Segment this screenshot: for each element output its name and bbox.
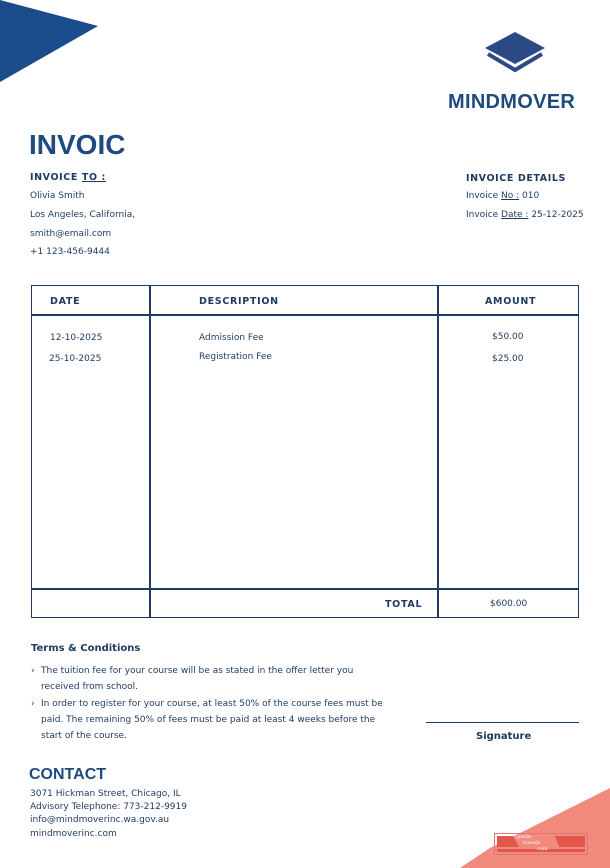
term-text: The tuition fee for your course will be as stated in the offer letter you received from school. xyxy=(41,666,354,692)
contact-website[interactable]: mindmoverinc.com xyxy=(30,829,117,839)
total-label: TOTAL xyxy=(385,599,423,610)
invoice-date xyxy=(466,210,584,220)
invoice-to-prefix: INVOICE xyxy=(30,172,82,183)
contact-title: CONTACT xyxy=(29,766,107,783)
row-2-description: Registration Fee xyxy=(199,352,272,362)
client-email: smith@email.com xyxy=(30,229,112,239)
contact-phone: Advisory Telephone: 773-212-9919 xyxy=(30,802,187,812)
row-2-date: 25-10-2025 xyxy=(49,354,102,364)
signature-line xyxy=(426,722,579,723)
client-name: Olivia Smith xyxy=(30,191,85,201)
total-value: $600.00 xyxy=(490,599,528,609)
signature-label: Signature xyxy=(476,731,532,742)
header-amount: AMOUNT xyxy=(485,296,537,307)
invoice-number-label: No : xyxy=(501,191,520,201)
contact-email[interactable]: info@mindmoverinc.wa.gov.au xyxy=(30,815,170,825)
row-1-amount: $50.00 xyxy=(492,332,524,342)
watermark-line: travels xyxy=(523,840,541,846)
row-2-amount: $25.00 xyxy=(492,354,524,364)
total-divider xyxy=(32,588,578,590)
invoice-date-label: Date : xyxy=(501,210,529,220)
invoice-details-label: INVOICE DETAILS xyxy=(466,173,566,184)
invoice-to-label xyxy=(30,172,106,183)
header-date: DATE xyxy=(50,296,81,307)
header-divider xyxy=(32,314,578,316)
row-1-description: Admission Fee xyxy=(199,333,264,343)
corner-triangle-decoration xyxy=(0,0,100,82)
invoice-date-prefix: Invoice xyxy=(466,210,502,220)
invoice-number-prefix: Invoice xyxy=(466,191,502,201)
invoice-to-underlined: TO : xyxy=(81,172,106,183)
invoice-number-value: 010 xyxy=(519,191,540,201)
term-item xyxy=(31,663,391,695)
page-title: INVOIC xyxy=(29,129,126,160)
client-address: Los Angeles, California, xyxy=(30,210,136,220)
column-divider xyxy=(149,286,151,617)
invoice-table xyxy=(31,285,579,618)
chevron-right-icon: › xyxy=(31,666,35,676)
header-description: DESCRIPTION xyxy=(199,296,279,307)
invoice-date-value: 25-12-2025 xyxy=(528,210,584,220)
watermark-stamp xyxy=(494,833,588,855)
corner-triangle-bottom-decoration xyxy=(430,788,610,868)
term-text: In order to register for your course, at least 50% of the course fees must be paid. The remaining 50% of fees must be paid at least 4 weeks before the start of the course. xyxy=(41,699,383,741)
row-1-date: 12-10-2025 xyxy=(50,333,103,343)
column-divider xyxy=(437,286,439,617)
terms-title: Terms & Conditions xyxy=(31,643,141,654)
brand-name: MINDMOVER xyxy=(448,91,576,113)
watermark-line: panle xyxy=(517,834,531,840)
term-item xyxy=(31,696,391,744)
client-phone: +1 123-456-9444 xyxy=(30,247,110,257)
invoice-number xyxy=(466,191,539,201)
watermark-line: com xyxy=(537,846,548,852)
layers-icon xyxy=(480,30,550,80)
chevron-right-icon: › xyxy=(31,699,35,709)
contact-address: 3071 Hickman Street, Chicago, IL xyxy=(30,789,181,799)
